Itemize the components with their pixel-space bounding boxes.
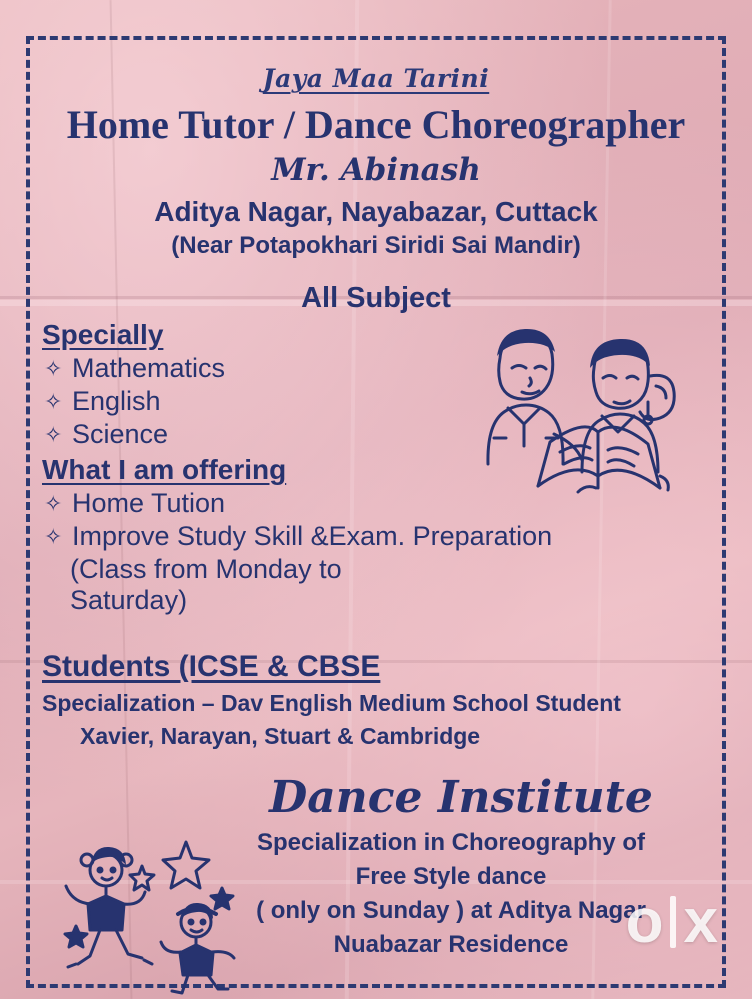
dance-specialization-line: Specialization in Choreography of <box>256 829 646 856</box>
list-item <box>44 419 440 450</box>
olx-watermark-pipe <box>670 896 676 948</box>
dance-schedule-line: ( only on Sunday ) at Aditya Nagar <box>256 897 646 924</box>
diamond-bullet-icon: ✧ <box>44 421 63 447</box>
reading-couple-illustration <box>442 316 742 516</box>
specially-item-label: Mathematics <box>72 353 226 383</box>
list-item <box>44 488 440 519</box>
specially-item-label: Science <box>72 419 169 449</box>
diamond-bullet-icon: ✧ <box>44 355 63 381</box>
list-item <box>44 386 440 417</box>
olx-watermark-right: x <box>683 887 716 956</box>
olx-watermark-left: o <box>625 887 662 956</box>
offering-item-label: Improve Study Skill &Exam. Preparation <box>72 521 553 551</box>
poster-tagline: Jaya Maa Tarini <box>262 64 490 93</box>
olx-watermark <box>626 886 716 957</box>
dancing-kids-illustration <box>46 830 266 995</box>
diamond-bullet-icon: ✧ <box>44 523 63 549</box>
students-heading: Students (ICSE & CBSE <box>42 650 381 683</box>
all-subject-label: All Subject <box>301 282 451 314</box>
specially-item-label: English <box>72 386 161 416</box>
tutor-name: Mr. Abinash <box>271 152 481 188</box>
list-item <box>44 521 553 552</box>
offering-heading: What I am offering <box>42 454 287 485</box>
poster-title: Home Tutor / Dance Choreographer <box>66 102 686 147</box>
offering-item-label: Home Tution <box>72 488 226 518</box>
address-line: Aditya Nagar, Nayabazar, Cuttack <box>154 196 598 227</box>
address-landmark: (Near Potapokhari Siridi Sai Mandir) <box>171 232 581 259</box>
students-specialization-line: Specialization – Dav English Medium School Student <box>42 690 621 716</box>
subjects-column <box>40 319 553 616</box>
diamond-bullet-icon: ✧ <box>44 388 63 414</box>
list-item <box>44 353 440 384</box>
dance-style-line: Free Style dance <box>355 863 547 890</box>
specially-heading: Specially <box>42 319 164 350</box>
dance-venue-line: Nuabazar Residence <box>333 931 569 958</box>
diamond-bullet-icon: ✧ <box>44 490 63 516</box>
students-schools-line: Xavier, Narayan, Stuart & Cambridge <box>80 723 481 749</box>
class-schedule-note: (Class from Monday to Saturday) <box>70 554 342 615</box>
dance-institute-title: Dance Institute <box>269 772 653 823</box>
